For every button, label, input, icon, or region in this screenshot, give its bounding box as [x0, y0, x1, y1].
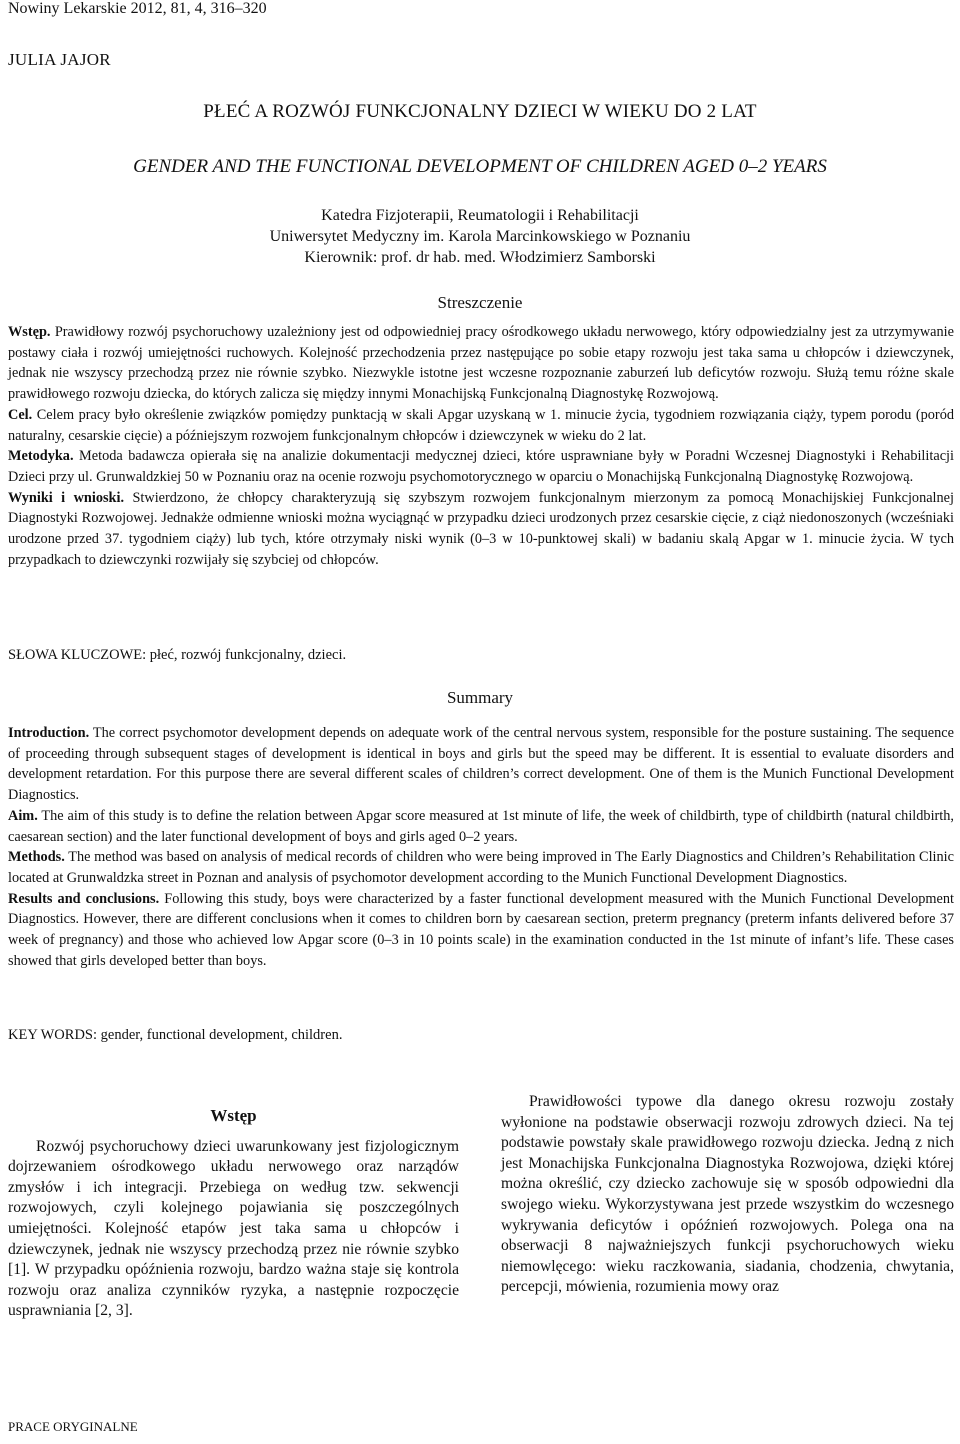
title-english: GENDER AND THE FUNCTIONAL DEVELOPMENT OF CHILDREN AGED 0–2 YEARS [133, 156, 827, 177]
abstract-label: Wstęp. [8, 324, 51, 340]
abstract-paragraph-wyniki [8, 488, 954, 571]
journal-reference: Nowiny Lekarskie 2012, 81, 4, 316–320 [8, 0, 267, 17]
affiliation-university: Uniwersytet Medyczny im. Karola Marcinkowskiego w Poznaniu [269, 228, 691, 245]
affiliation-head: Kierownik: prof. dr hab. med. Włodzimierz Samborski [304, 249, 656, 266]
summary-body [8, 723, 954, 971]
abstract-text: Stwierdzono, że chłopcy charakteryzują się szybszym rozwojem funkcjonalnym mierzonym za pomocą Monachijskiej Funkcjonalnej Diagnostyki Rozwojowej. Jednakże odmienne wnioski można wyciągnąć w przypadku dzieci urodzonych przez cesarskie cięcie, z ciąż niedonoszonych (wcześniaki urodzone przed 37. tygodniem ciąży) lub tych, które otrzymały niski wynik (0–3 w 10-punktowej skali) w badaniu skalą Apgar w 1. minucie życia. W tych przypadkach to dziewczynki rozwijały się szybciej od chłopców. [8, 489, 954, 568]
body-paragraph: Prawidłowości typowe dla danego okresu rozwoju zostały wyłonione na podstawie obserwacji rozwoju zdrowych dzieci. Na tej podstawie powstały skale prawidłowego rozwoju dziecka. Jedną z nich jest Monachijska Funkcjonalna Diagnostyka Rozwojowa, dzięki której można określić, czy dziecko zachowuje się w sposób odpowiedni dla swojego wieku. Wykorzystywana jest przede wszystkim do wczesnego wykrywania deficytów i opóźnień rozwojowych. Polega ona na obserwacji 8 najważniejszych funkcji psychoruchowych wieku niemowlęcego: wieku raczkowania, siadania, chodzenia, chwytania, percepcji, mówienia, rozumienia mowy oraz [501, 1093, 954, 1296]
abstract-paragraph-wstep [8, 322, 954, 405]
abstract-paragraph-cel [8, 405, 954, 446]
summary-paragraph-aim [8, 806, 954, 847]
abstract-text: Metoda badawcza opierała się na analizie dokumentacji medycznej dzieci, które usprawniane były w Poradni Wczesnej Diagnostyki i Rehabilitacji Dzieci przy ul. Grunwaldzkiej 50 w Poznaniu oraz na ocenie rozwoju psychomotorycznego w oparciu o Monachijską Funkcjonalną Diagnostykę Rozwojową. [8, 448, 954, 485]
section-heading-wstep: Wstęp [210, 1106, 257, 1125]
abstract-label: Cel. [8, 406, 33, 423]
streszczenie-heading: Streszczenie [437, 293, 523, 312]
summary-label: Results and conclusions. [8, 890, 160, 907]
keywords-polish: SŁOWA KLUCZOWE: płeć, rozwój funkcjonalny, dzieci. [8, 647, 347, 663]
abstract-text: Celem pracy było określenie związków pomiędzy punktacją w skali Apgar uzyskaną w 1. minucie życia, tygodniem rozwiązania ciąży, typem porodu (poród naturalny, cesarskie cięcie) a późniejszym rozwojem funkcjonalnym chłopców i dziewczynek w wieku do 2 lat. [8, 406, 954, 444]
streszczenie-body [8, 322, 954, 570]
summary-text: The method was based on analysis of medical records of children who were being improved in The Early Diagnostics and Children’s Rehabilitation Clinic located at Grunwaldzka street in Poznan and analysis of psychomotor development according to the Munich Functional Development Diagnostics. [8, 849, 954, 886]
body-paragraph: Rozwój psychoruchowy dzieci uwarunkowany jest fizjologicznym dojrzewaniem ośrodkowego układu nerwowego oraz narządów zmysłów i ich integracji. Przebiega on według tzw. sekwencji rozwojowych, czyli kolejnego pojawiania się poszczególnych umiejętności. Kolejność etapów jest taka sama u chłopców i dziewczynek, jednak nie wszyscy przechodzą przez nie równie szybko [1]. W przypadku opóźnienia rozwoju, bardzo ważna staje się kontrola rozwoju oraz analiza czynników ryzyka, a następnie rozpoczęcie usprawniania [2, 3]. [8, 1137, 459, 1320]
abstract-text: Prawidłowy rozwój psychoruchowy uzależniony jest od odpowiedniej pracy ośrodkowego układu nerwowego, który odpowiedzialny jest za utrzymywanie postawy ciała i rozwój umiejętności ruchowych. Kolejność przechodzenia przez następujące po sobie etapy rozwoju jest taka sama u chłopców i dziewczynek, jednak nie wszyscy przechodzą przez nie równie szybko. Niezwykle istotne jest wczesne rozpoznanie zaburzeń lub deficytów rozwoju. Służą temu różne skale prawidłowego rozwoju dziecka, do których zalicza się między innymi Monachijską Funkcjonalną Diagnostykę Rozwojową. [8, 324, 954, 403]
affiliation-department: Katedra Fizjoterapii, Reumatologii i Rehabilitacji [321, 207, 639, 224]
author-name: JULIA JAJOR [8, 50, 111, 69]
summary-paragraph-methods [8, 847, 954, 888]
title-polish: PŁEĆ A ROZWÓJ FUNKCJONALNY DZIECI W WIEKU DO 2 LAT [203, 101, 757, 122]
keywords-english: KEY WORDS: gender, functional development, children. [8, 1027, 343, 1043]
summary-label: Methods. [8, 849, 65, 866]
affiliation [0, 205, 960, 268]
summary-paragraph-results [8, 889, 954, 972]
section-footer: PRACE ORYGINALNE [8, 1419, 138, 1434]
summary-heading: Summary [446, 688, 514, 707]
summary-paragraph-introduction [8, 723, 954, 806]
summary-label: Aim. [8, 807, 38, 824]
summary-text: Following this study, boys were characterized by a faster functional development measured with the Munich Functional Development Diagnostics. However, there are different conclusions when it comes to children born by caesarean section, preterm pregnancy (preterm infants delivered before 37 week of pregnancy) and those who achieved low Apgar score (0–3 in 10 points scale) in the examination conducted in the 1st minute of infant’s life. These cases showed that girls developed better than boys. [8, 890, 954, 969]
abstract-label: Metodyka. [8, 448, 74, 465]
summary-label: Introduction. [8, 725, 90, 741]
body-column-right [501, 1092, 954, 1298]
summary-text: The aim of this study is to define the relation between Apgar score measured at 1st minute of life, the week of childbirth, type of childbirth (natural childbirth, caesarean section) and the later functional development of boys and girls aged 0–2 years. [8, 807, 954, 845]
summary-text: The correct psychomotor development depends on adequate work of the central nervous system, responsible for the posture sustaining. The sequence of proceeding through subsequent stages of development is identical in boys and girls but the speed may be different. It is essential to evaluate disorders and development retardation. For this purpose there are several different scales of children’s correct development. One of them is the Munich Functional Development Diagnostics. [8, 725, 954, 804]
abstract-paragraph-metodyka [8, 446, 954, 487]
body-column-left [8, 1106, 459, 1322]
abstract-label: Wyniki i wnioski. [8, 489, 125, 506]
